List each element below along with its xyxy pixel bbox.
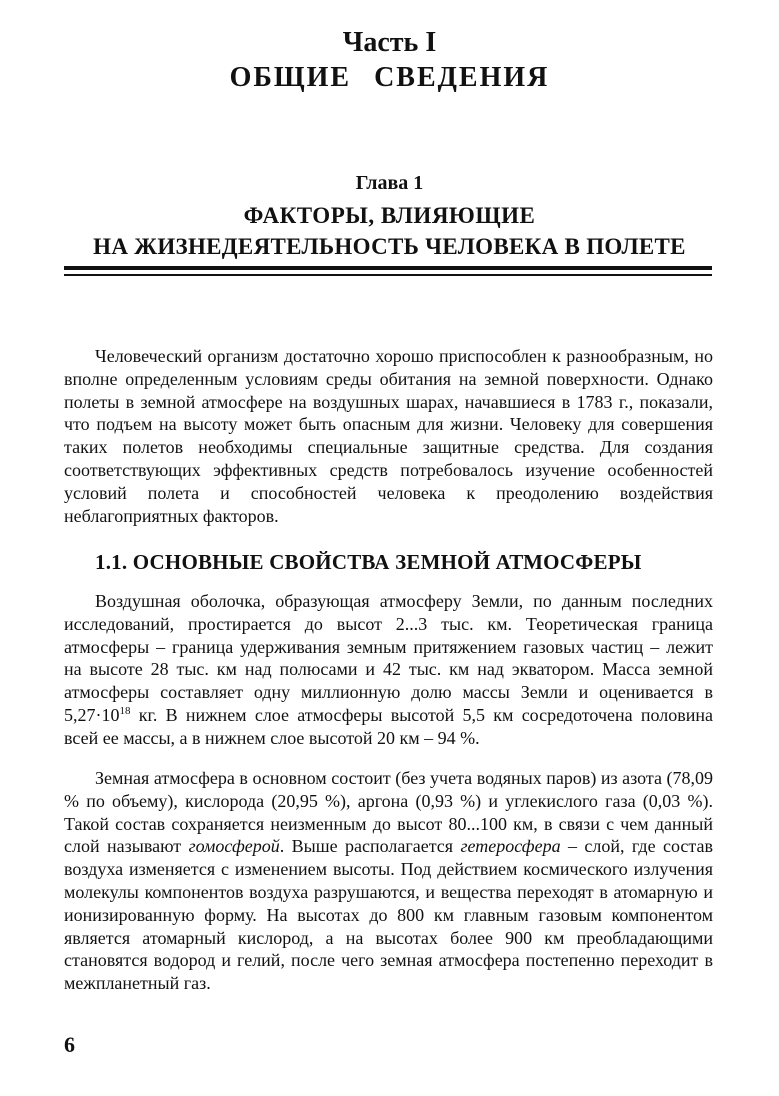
paragraph-2-text-c: – слой, где состав воздуха изменяется с изменением высоты. Под действием космического излучения молекулы компонентов воздуха разрушаются, и вещества переходят в атомарную и ионизированную форму. На высотах до 800 км главным газовым компонентом является атомарный кислород, а на высотах более 900 км преобладающими становятся водород и гелий, после чего земная атмосфера постепенно переходит в межпланетный газ. — [64, 836, 713, 994]
paragraph-2-text-a: Земная атмосфера в основном состоит (без учета водяных паров) из азота (78,09 % по объему), кислорода (20,95 %), аргона (0,93 %) и углекислого газа (0,03 %). Такой состав сохраняется неизменным до высот 80...100 км, в связи с чем данный слой называют — [64, 768, 713, 857]
intro-paragraph: Человеческий организм достаточно хорошо приспособлен к разнообразным, но вполне определенным условиям среды обитания на земной поверхности. Однако полеты в земной атмосфере на воздушных шарах, начавшиеся в 1783 г., показали, что подъем на высоту может быть опасным для жизни. Человеку для совершения таких полетов необходимы специальные защитные средства. Для создания соответствующих эффективных средств потребовалось изучение особенностей условий полета и способностей человека к преодолению воздействия неблагоприятных факторов. — [64, 346, 713, 526]
chapter-label: Глава 1 — [355, 172, 424, 194]
term-homosphere: гомосферой — [188, 836, 280, 857]
part-title: ОБЩИЕ СВЕДЕНИЯ — [229, 62, 550, 93]
section-heading: 1.1. ОСНОВНЫЕ СВОЙСТВА ЗЕМНОЙ АТМОСФЕРЫ — [95, 550, 642, 574]
section-paragraph-2 — [64, 767, 713, 995]
paragraph-2-text-b: . Выше располагается — [279, 836, 461, 857]
chapter-title-line-1: ФАКТОРЫ, ВЛИЯЮЩИЕ — [243, 203, 536, 228]
chapter-rule-thick — [64, 266, 712, 270]
exponent: 18 — [119, 704, 131, 717]
chapter-title-line-2: НА ЖИЗНЕДЕЯТЕЛЬНОСТЬ ЧЕЛОВЕКА В ПОЛЕТЕ — [93, 234, 686, 259]
paragraph-1-text-a: Воздушная оболочка, образующая атмосферу Земли, по данным последних исследований, простирается до высот 2...3 тыс. км. Теоретическая граница атмосферы – граница удерживания земным притяжением газовых частиц – лежит на высоте 28 тыс. км над полюсами и 42 тыс. км над экватором. Масса земной атмосферы составляет одну миллионную долю массы Земли и оценивается в 5,27·10 — [64, 591, 713, 725]
part-label: Часть I — [342, 27, 437, 58]
page-number: 6 — [64, 1032, 75, 1057]
term-heterosphere: гетеросфера — [460, 836, 561, 857]
chapter-rule-thin — [64, 274, 712, 276]
paragraph-1-text-b: кг. В нижнем слое атмосферы высотой 5,5 км сосредоточена половина всей ее массы, а в нижнем слое высотой 20 км – 94 %. — [64, 704, 713, 748]
section-paragraph-1 — [64, 590, 713, 750]
